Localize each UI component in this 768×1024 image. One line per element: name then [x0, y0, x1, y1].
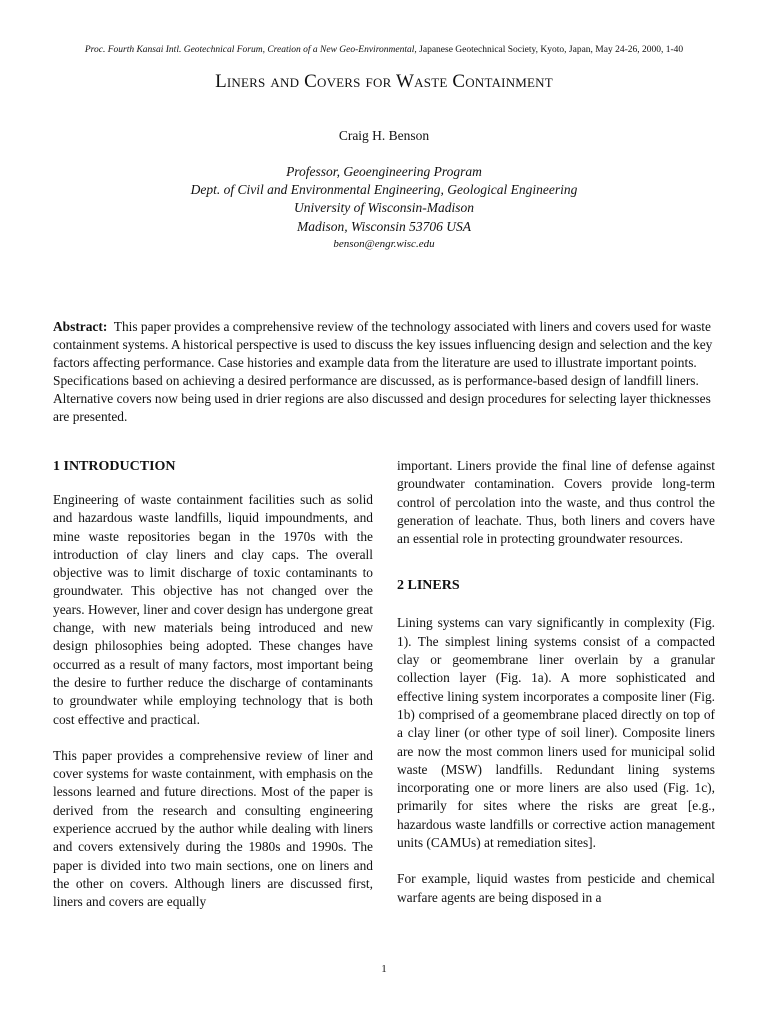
- citation: Proc. Fourth Kansai Intl. Geotechnical Forum, Creation of a New Geo-Environmental: [84, 45, 415, 55]
- right-column: [397, 457, 715, 907]
- affiliation-position: Professor, Geoengineering Program: [286, 164, 482, 179]
- paper-title: Liners and Covers for Waste Containment: [215, 71, 553, 92]
- affiliation-address: Madison, Wisconsin 53706 USA: [297, 218, 471, 234]
- publisher-info: , Japanese Geotechnical Society, Kyoto, Japan, May 24-26, 2000, 1-40: [414, 45, 684, 55]
- section-heading-liners: 2 LINERS: [397, 578, 460, 594]
- paragraph: Engineering of waste containment facilities such as solid and hazardous waste landfills, liquid impoundments, and mine waste repositories began in the 1970s with the introduction of clay liners and clay caps. The overall objective was to limit discharge of toxic contaminants to groundwater. This objective has not changed over the years. However, liner and cover design has undergone great change, with new materials being introduced and new design philosophies being adopted. These changes have occurred as a result of many factors, most important being the desire to further reduce the discharge of contaminants to groundwater while employing technology that is both cost effective and practical.: [53, 492, 373, 727]
- paragraph: This paper provides a comprehensive review of liner and cover systems for waste containment, with emphasis on the lessons learned and future directions. Most of the paper is derived from the research and consulting engineering experience accrued by the author while dealing with liners and covers extensively during the 1980s and 1990s. The paper is divided into two main sections, one on liners and the other on covers. Although liners are discussed first, liners and covers are equally: [53, 747, 373, 910]
- affiliation-block: [0, 163, 768, 252]
- abstract-label: Abstract:: [53, 319, 108, 334]
- running-header: [0, 44, 768, 56]
- section-heading-introduction: 1 INTRODUCTION: [53, 459, 176, 474]
- paragraph: Lining systems can vary significantly in complexity (Fig. 1). The simplest lining systems consist of a compacted clay or geomembrane liner overlain by a granular collection layer (Fig. 1a). A more sophisticated and effective lining system incorporates a composite liner (Fig. 1b) comprised of a geomembrane placed directly on top of a clay liner (or other type of soil liner). Composite liners are now the most common liners used for municipal solid waste (MSW) landfills. Redundant lining systems incorporating one or more liners are also used (Fig. 1c), primarily for sites where the risks are great [e.g., hazardous waste landfills or corrective action management units (CAMUs) at remediation sites].: [397, 615, 715, 851]
- affiliation-university: University of Wisconsin-Madison: [294, 200, 474, 216]
- paragraph: important. Liners provide the final line of defense against groundwater contamination. Covers provide long-term control of percolation into the waste, and thus control the generation of leachate. Thus, both liners and covers have an essential role in protecting groundwater resources.: [397, 458, 715, 547]
- abstract: [53, 318, 715, 427]
- affiliation-department: Dept. of Civil and Environmental Engineering, Geological Engineering: [190, 182, 578, 198]
- left-column: [53, 457, 373, 912]
- author-email: benson@engr.wisc.edu: [333, 237, 435, 250]
- paragraph: For example, liquid wastes from pesticide and chemical warfare agents are being disposed in a: [397, 871, 715, 905]
- author-name: Craig H. Benson: [338, 128, 430, 143]
- page-number: 1: [381, 963, 387, 975]
- abstract-text: This paper provides a comprehensive review of the technology associated with liners and covers used for waste containment systems. A historical perspective is used to discuss the key issues influencing design and selection and the key factors affecting performance. Case histories and example data from the literature are used to illustrate important points. Specifications based on achieving a desired performance are discussed, as is performance-based design of landfill liners. Alternative covers now being used in drier regions are also discussed and design procedures for selecting layer thicknesses are presented.: [53, 319, 713, 425]
